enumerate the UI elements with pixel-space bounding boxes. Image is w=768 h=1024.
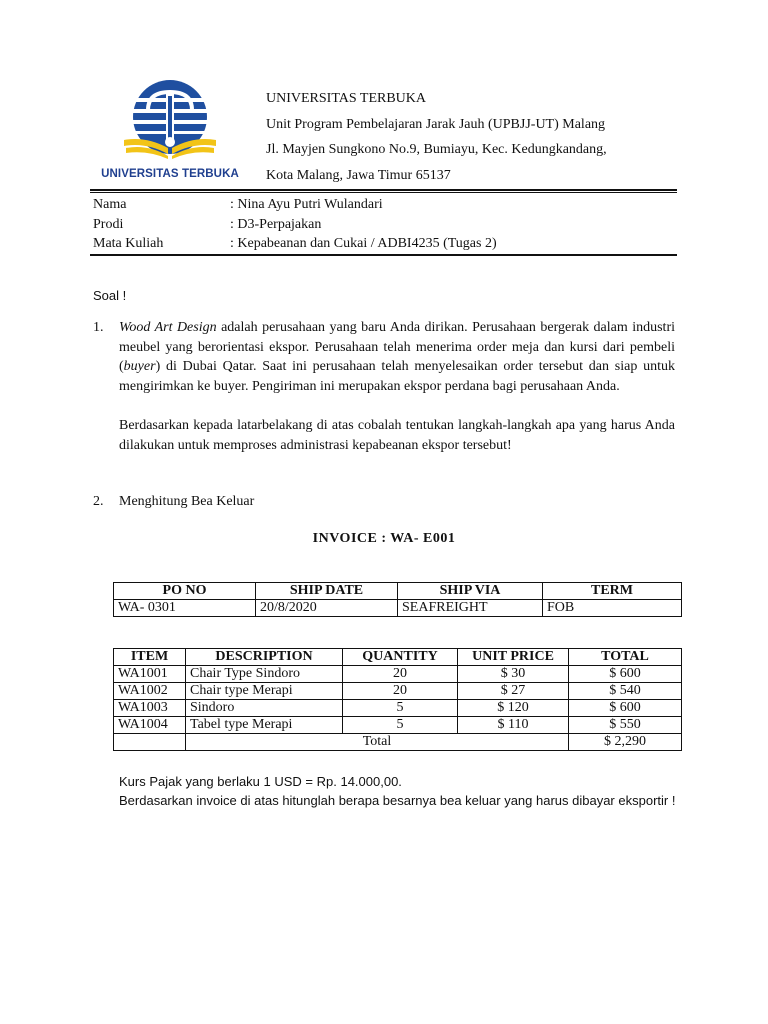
header-divider-thin <box>90 192 677 193</box>
question-number: 2. <box>93 494 104 509</box>
table-cell: 20 <box>343 666 458 683</box>
table-cell: $ 120 <box>458 700 569 717</box>
table-cell: WA- 0301 <box>114 600 256 617</box>
paragraph-text: adalah perusahaan yang baru Anda dirikan. Perusahaan bergerak dalam industri meubel yang berorientasi ekspor. Perusahaan telah menerima order meja dan kursi dari pembeli ( <box>119 320 675 375</box>
unit-name: Unit Program Pembelajaran Jarak Jauh (UPBJJ-UT) Malang <box>266 116 606 132</box>
company-name: Wood Art Design <box>119 320 217 335</box>
table-cell: 20 <box>343 683 458 700</box>
info-value: : Nina Ayu Putri Wulandari <box>230 197 383 212</box>
table-cell: FOB <box>543 600 682 617</box>
table-cell: Sindoro <box>186 700 343 717</box>
info-label: Nama <box>93 197 127 212</box>
header-divider-thick <box>90 189 677 191</box>
info-row-nama <box>93 195 497 215</box>
table-cell: WA1002 <box>114 683 186 700</box>
table-cell: $ 30 <box>458 666 569 683</box>
table-cell: $ 27 <box>458 683 569 700</box>
address-line-2: Kota Malang, Jawa Timur 65137 <box>266 167 451 183</box>
university-emblem-icon <box>96 80 244 160</box>
table-cell: SEAFREIGHT <box>398 600 543 617</box>
info-row-mata-kuliah <box>93 234 497 254</box>
exchange-rate-note <box>119 772 679 810</box>
table-cell: Chair type Merapi <box>186 683 343 700</box>
table-cell: 5 <box>343 717 458 734</box>
table-row <box>114 717 682 734</box>
table-cell: $ 110 <box>458 717 569 734</box>
column-header: TOTAL <box>569 649 682 666</box>
table-cell: WA1001 <box>114 666 186 683</box>
table-cell: $ 550 <box>569 717 682 734</box>
table-cell: WA1003 <box>114 700 186 717</box>
question-body <box>119 318 675 455</box>
university-logo <box>96 80 244 188</box>
university-name: UNIVERSITAS TERBUKA <box>266 91 427 106</box>
table-cell: 20/8/2020 <box>256 600 398 617</box>
table-row <box>114 600 682 617</box>
items-table <box>113 648 682 751</box>
table-cell: Tabel type Merapi <box>186 717 343 734</box>
table-row <box>114 666 682 683</box>
info-row-prodi <box>93 215 497 235</box>
table-row <box>114 700 682 717</box>
total-value: $ 2,290 <box>569 734 682 751</box>
instruction-line: Berdasarkan invoice di atas hitunglah berapa besarnya bea keluar yang harus dibayar eksportir ! <box>119 793 676 808</box>
table-cell: 5 <box>343 700 458 717</box>
university-address-block <box>266 86 607 188</box>
info-value: : D3-Perpajakan <box>230 216 322 232</box>
table-cell-empty <box>114 734 186 751</box>
question-paragraph-2: Berdasarkan kepada latarbelakang di atas cobalah tentukan langkah-langkah apa yang harus Anda dilakukan untuk memproses administrasi kepabeanan ekspor tersebut! <box>119 417 675 453</box>
question-number: 1. <box>93 320 104 335</box>
column-header: PO NO <box>114 583 256 600</box>
column-header: QUANTITY <box>343 649 458 666</box>
table-cell: WA1004 <box>114 717 186 734</box>
question-paragraph-1 <box>119 318 675 397</box>
info-value: : Kepabeanan dan Cukai / ADBI4235 (Tugas 2) <box>230 236 497 251</box>
table-cell: $ 600 <box>569 666 682 683</box>
exchange-rate-line: Kurs Pajak yang berlaku 1 USD = Rp. 14.000,00. <box>119 774 402 789</box>
total-row <box>114 734 682 751</box>
column-header: UNIT PRICE <box>458 649 569 666</box>
table-cell: Chair Type Sindoro <box>186 666 343 683</box>
table-header-row <box>114 649 682 666</box>
student-info <box>93 195 497 254</box>
column-header: SHIP VIA <box>398 583 543 600</box>
question-2 <box>93 492 675 512</box>
paragraph-text: ) di Dubai Qatar. Saat ini perusahaan telah menyelesaikan order tersebut dan siap untuk mengirimkan ke buyer. Pengiriman ini merupakan ekspor perdana bagi perusahaan Anda. <box>119 359 675 395</box>
buyer-term: buyer <box>123 359 156 375</box>
question-text: Menghitung Bea Keluar <box>119 494 255 509</box>
order-table <box>113 582 682 617</box>
column-header: ITEM <box>114 649 186 666</box>
soal-heading: Soal ! <box>93 288 127 303</box>
info-divider <box>90 254 677 256</box>
table-cell: $ 540 <box>569 683 682 700</box>
info-label: Prodi <box>93 216 124 232</box>
table-cell: $ 600 <box>569 700 682 717</box>
address-line-1: Jl. Mayjen Sungkono No.9, Bumiayu, Kec. Kedungkandang, <box>266 142 607 157</box>
table-header-row <box>114 583 682 600</box>
question-1 <box>93 318 675 455</box>
column-header: TERM <box>543 583 682 600</box>
column-header: DESCRIPTION <box>186 649 343 666</box>
logo-text: UNIVERSITAS TERBUKA <box>101 168 239 180</box>
info-label: Mata Kuliah <box>93 236 164 251</box>
column-header: SHIP DATE <box>256 583 398 600</box>
total-label: Total <box>186 734 569 751</box>
invoice-title: INVOICE : WA- E001 <box>312 531 456 546</box>
table-row <box>114 683 682 700</box>
